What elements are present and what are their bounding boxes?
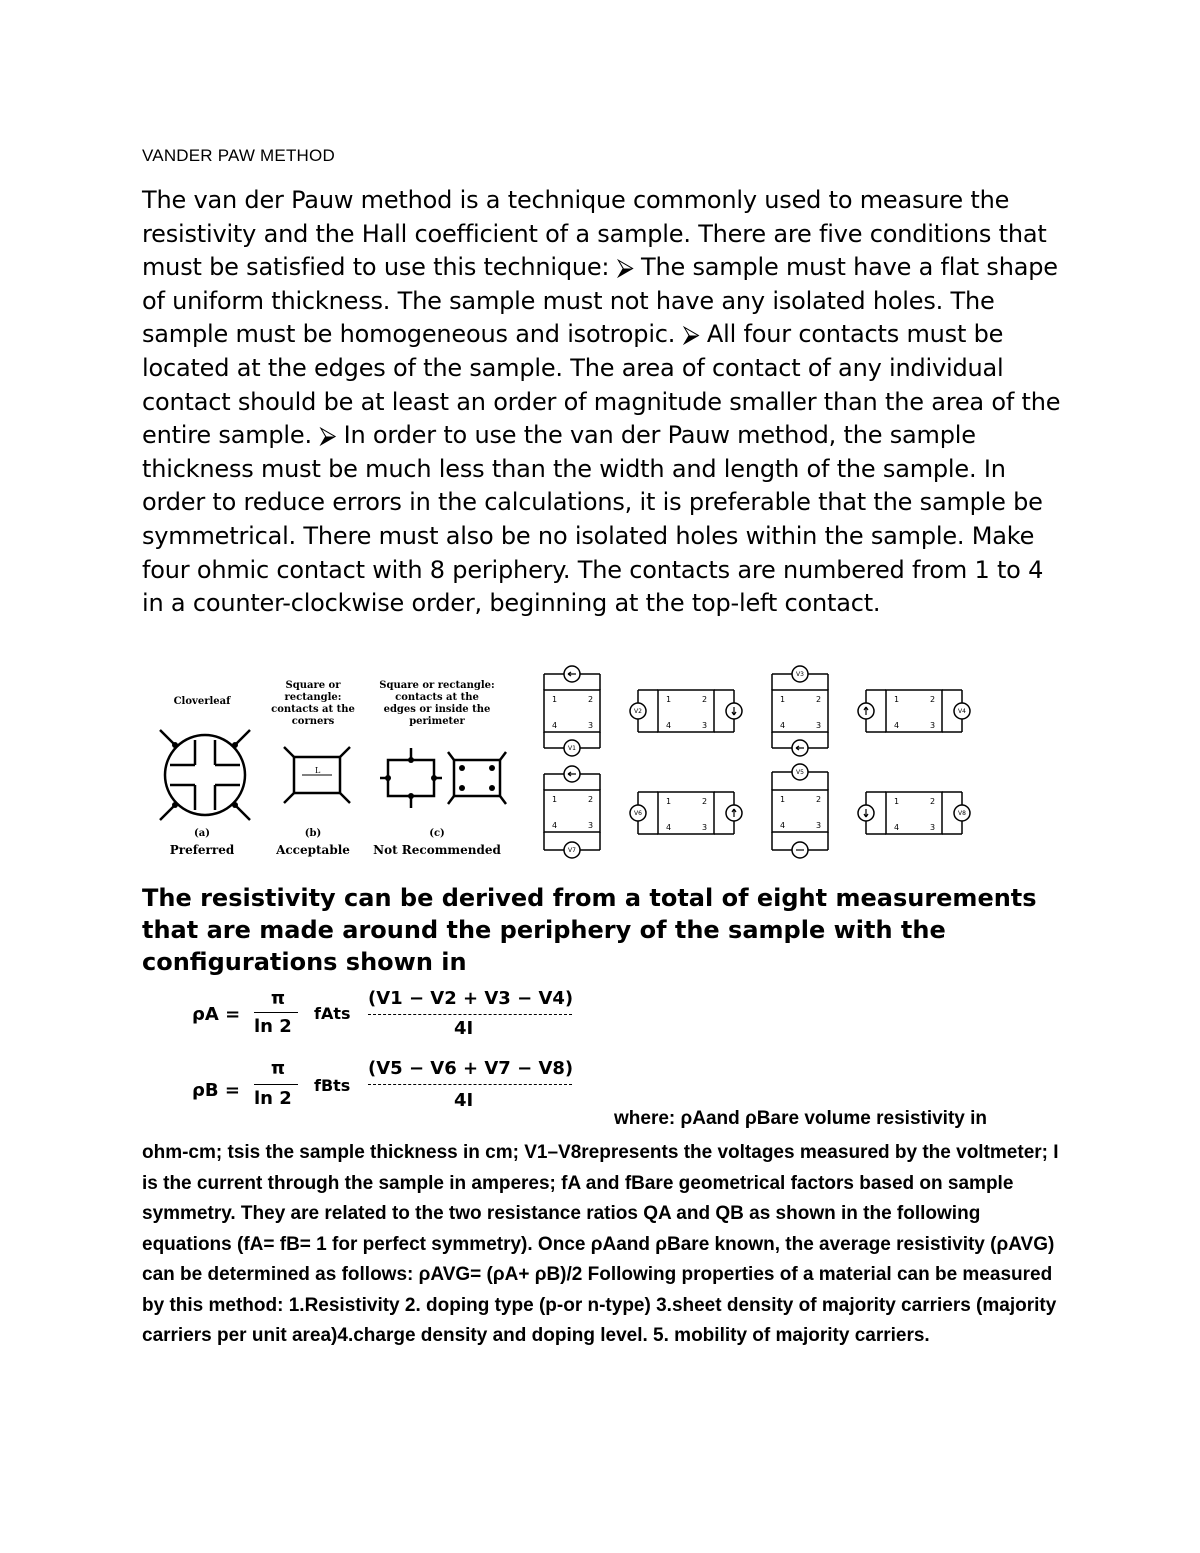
eq-b-frac-bar	[368, 1084, 572, 1085]
fig-a-tag: (a)	[194, 828, 210, 839]
measurement-configurations	[540, 660, 982, 865]
eq-a-frac-num: (V1 − V2 + V3 − V4)	[368, 988, 574, 1009]
eq-b-factor: fBts	[314, 1076, 351, 1095]
fig-c-tag: (c)	[429, 828, 445, 839]
eq-b-frac-num: (V5 − V6 + V7 − V8)	[368, 1058, 574, 1079]
svg-text:4: 4	[894, 721, 900, 730]
svg-text:4: 4	[552, 821, 558, 830]
tail-paragraph: ohm-cm; tsis the sample thickness in cm; V1–V8represents the voltages measured by the voltmeter; I is the current through the sample in amperes; fA and fBare geometrical factors based on sample symmetry. They are related to the two resistance ratios QA and QB as shown in the following equations (fA= fB= 1 for perfect symmetry). Once ρAand ρBare known, the average resistivity (ρAVG) can be determined as follows: ρAVG= (ρA+ ρB)/2 Following properties of a material can be measured by this method: 1.Resistivity 2. doping type (p-or n-type) 3.sheet density of majority carriers (majority carriers per unit area)4.charge density and doping level. 5. mobility of majority carriers.	[142, 1142, 1059, 1346]
svg-text:3: 3	[816, 821, 822, 830]
svg-text:2: 2	[816, 795, 822, 804]
svg-text:3: 3	[702, 823, 708, 832]
svg-text:3: 3	[588, 721, 594, 730]
where-line: where: ρAand ρBare volume resistivity in	[614, 1108, 988, 1129]
svg-text:4: 4	[666, 823, 672, 832]
fig-a-caption: Preferred	[169, 843, 235, 857]
eq-a-frac-bar	[368, 1014, 572, 1015]
eq-a-bar	[254, 1012, 298, 1013]
svg-text:2: 2	[588, 795, 594, 804]
svg-text:4: 4	[666, 721, 672, 730]
svg-text:3: 3	[930, 721, 936, 730]
fig-b-caption: Acceptable	[276, 843, 350, 857]
fig-c-caption: Not Recommended	[373, 843, 501, 857]
eq-a-frac-den: 4I	[454, 1018, 474, 1039]
svg-text:1: 1	[894, 695, 900, 704]
svg-text:3: 3	[588, 821, 594, 830]
svg-text:1: 1	[666, 797, 672, 806]
figure-geometries	[142, 660, 982, 865]
cloverleaf-diagram	[150, 720, 260, 830]
eq-b-num: π	[270, 1058, 286, 1079]
page-heading: VANDER PAW METHOD	[142, 146, 335, 165]
svg-text:1: 1	[780, 795, 786, 804]
svg-text:1: 1	[894, 797, 900, 806]
config-v3: V3	[796, 671, 804, 678]
config-v8: V8	[958, 810, 966, 817]
svg-text:2: 2	[930, 695, 936, 704]
eq-a-factor: fAts	[314, 1004, 351, 1023]
svg-text:1: 1	[780, 695, 786, 704]
svg-text:1: 1	[552, 695, 558, 704]
fig-a-title: Cloverleaf	[173, 696, 231, 707]
config-v5: V5	[796, 769, 804, 776]
config-v2: V2	[634, 708, 642, 715]
fig-c-title: Square or rectangle: contacts at the edges or inside the perimeter	[379, 680, 495, 727]
config-v4: V4	[958, 708, 966, 715]
equation-b	[192, 1058, 592, 1118]
intro-paragraph: The van der Pauw method is a technique commonly used to measure the resistivity and the Hall coefficient of a sample. There are five conditions that must be satisfied to use this technique: ⮚ The sample must have a flat shape of uniform thickness. The sample must not have any isolated holes. The sample must be homogeneous and isotropic. ⮚ All four contacts must be located at the edges of the sample. The area of contact of any individual contact should be at least an order of magnitude smaller than the area of the entire sample. ⮚ In order to use the van der Pauw method, the sample thickness must be much less than the width and length of the sample. In order to reduce errors in the calculations, it is preferable that the sample be symmetrical. There must also be no isolated holes within the sample. Make four ohmic contact with 8 periphery. The contacts are numbered from 1 to 4 in a counter-clockwise order, beginning at the top-left contact.	[142, 186, 1061, 618]
svg-text:4: 4	[552, 721, 558, 730]
fig-b-title: Square or rectangle: contacts at the corners	[271, 680, 355, 727]
svg-text:3: 3	[816, 721, 822, 730]
resistivity-heading: The resistivity can be derived from a total of eight measurements that are made around the periphery of the sample with the configurations shown in	[142, 884, 1037, 976]
eq-a-den: ln 2	[254, 1016, 292, 1037]
config-v7: V7	[568, 847, 576, 854]
config-v1: V1	[568, 745, 576, 752]
svg-text:3: 3	[702, 721, 708, 730]
svg-text:1: 1	[666, 695, 672, 704]
equation-a	[192, 988, 592, 1048]
svg-text:4: 4	[780, 821, 786, 830]
svg-text:2: 2	[588, 695, 594, 704]
fig-b-inner: L	[315, 766, 321, 775]
svg-text:4: 4	[780, 721, 786, 730]
square-edges-diagram	[378, 746, 508, 810]
eq-a-num: π	[270, 988, 286, 1009]
eq-b-den: ln 2	[254, 1088, 292, 1109]
svg-text:1: 1	[552, 795, 558, 804]
svg-text:4: 4	[894, 823, 900, 832]
eq-b-frac-den: 4I	[454, 1090, 474, 1111]
svg-text:3: 3	[930, 823, 936, 832]
eq-a-lhs: ρA =	[192, 1004, 241, 1025]
square-corners-diagram	[282, 745, 352, 805]
eq-b-lhs: ρB =	[192, 1080, 240, 1101]
fig-b-tag: (b)	[304, 828, 322, 839]
svg-text:2: 2	[816, 695, 822, 704]
svg-text:2: 2	[930, 797, 936, 806]
svg-text:2: 2	[702, 695, 708, 704]
svg-text:2: 2	[702, 797, 708, 806]
config-v6: V6	[634, 810, 642, 817]
eq-b-bar	[254, 1084, 298, 1085]
